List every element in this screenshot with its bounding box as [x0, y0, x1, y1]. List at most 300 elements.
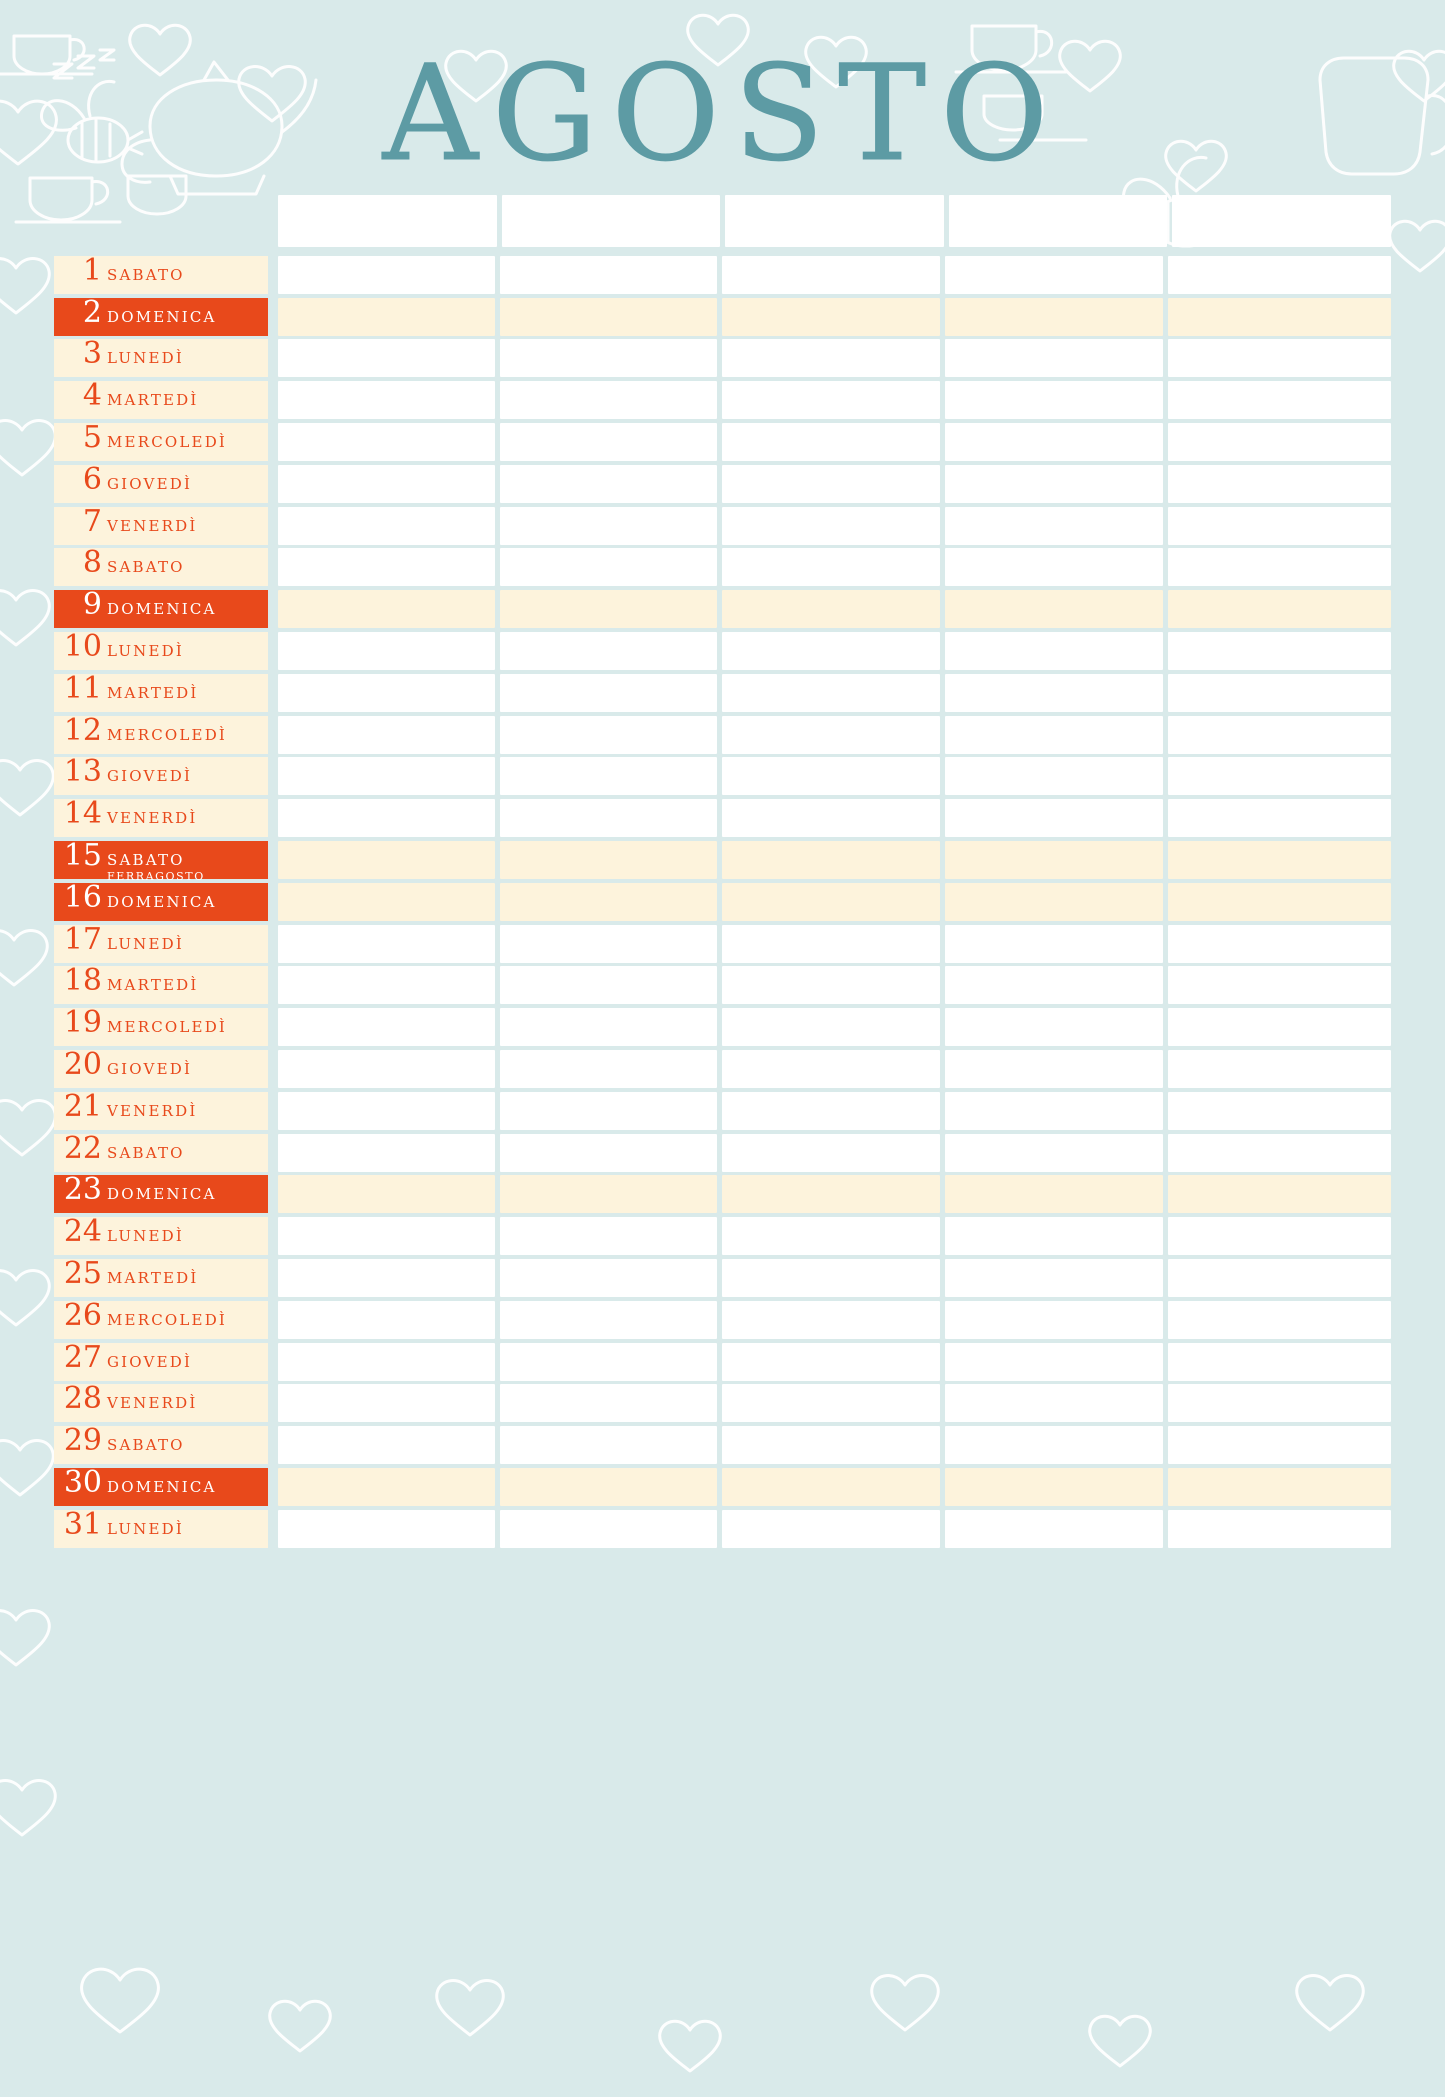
entry-field[interactable]	[278, 883, 495, 921]
day-entry-cell[interactable]	[945, 1216, 1168, 1258]
entry-field[interactable]	[278, 1510, 495, 1548]
entry-field[interactable]	[500, 1510, 717, 1548]
day-entry-cell[interactable]	[1168, 924, 1391, 966]
entry-field[interactable]	[500, 632, 717, 670]
entry-field[interactable]	[500, 256, 717, 294]
entry-field[interactable]	[500, 799, 717, 837]
entry-field[interactable]	[278, 339, 495, 377]
day-entry-cell[interactable]	[1168, 548, 1391, 590]
day-entry-cell[interactable]	[278, 1133, 500, 1175]
entry-field[interactable]	[722, 925, 940, 963]
entry-field[interactable]	[945, 1092, 1163, 1130]
day-entry-cell[interactable]	[500, 506, 722, 548]
day-entry-cell[interactable]	[500, 631, 722, 673]
day-entry-cell[interactable]	[1168, 1091, 1391, 1133]
day-entry-cell[interactable]	[722, 715, 945, 757]
day-entry-cell[interactable]	[278, 1467, 500, 1509]
entry-field[interactable]	[722, 339, 940, 377]
entry-field[interactable]	[500, 1259, 717, 1297]
entry-field[interactable]	[945, 548, 1163, 586]
day-entry-cell[interactable]	[722, 1216, 945, 1258]
day-entry-cell[interactable]	[722, 506, 945, 548]
entry-field[interactable]	[500, 883, 717, 921]
entry-field[interactable]	[1168, 1259, 1391, 1297]
day-entry-cell[interactable]	[945, 548, 1168, 590]
day-entry-cell[interactable]	[722, 673, 945, 715]
entry-field[interactable]	[722, 1175, 940, 1213]
entry-field[interactable]	[945, 1426, 1163, 1464]
entry-field[interactable]	[1168, 590, 1391, 628]
entry-field[interactable]	[945, 674, 1163, 712]
entry-field[interactable]	[500, 1050, 717, 1088]
entry-field[interactable]	[722, 465, 940, 503]
day-entry-cell[interactable]	[945, 798, 1168, 840]
entry-field[interactable]	[1168, 465, 1391, 503]
day-entry-cell[interactable]	[278, 548, 500, 590]
entry-field[interactable]	[500, 548, 717, 586]
entry-field[interactable]	[945, 1468, 1163, 1506]
entry-field[interactable]	[500, 1384, 717, 1422]
day-entry-cell[interactable]	[945, 1425, 1168, 1467]
entry-field[interactable]	[945, 883, 1163, 921]
entry-field[interactable]	[278, 1384, 495, 1422]
day-entry-cell[interactable]	[945, 757, 1168, 799]
entry-field[interactable]	[722, 966, 940, 1004]
day-entry-cell[interactable]	[1168, 1133, 1391, 1175]
entry-field[interactable]	[1168, 256, 1391, 294]
column-header-1[interactable]	[278, 195, 497, 247]
entry-field[interactable]	[500, 1426, 717, 1464]
day-entry-cell[interactable]	[722, 464, 945, 506]
day-entry-cell[interactable]	[500, 255, 722, 297]
day-entry-cell[interactable]	[945, 255, 1168, 297]
entry-field[interactable]	[500, 423, 717, 461]
entry-field[interactable]	[278, 1050, 495, 1088]
entry-field[interactable]	[500, 298, 717, 336]
entry-field[interactable]	[278, 590, 495, 628]
entry-field[interactable]	[278, 465, 495, 503]
entry-field[interactable]	[945, 1134, 1163, 1172]
day-entry-cell[interactable]	[722, 380, 945, 422]
day-entry-cell[interactable]	[945, 924, 1168, 966]
day-entry-cell[interactable]	[945, 1300, 1168, 1342]
day-entry-cell[interactable]	[500, 1007, 722, 1049]
entry-field[interactable]	[1168, 716, 1391, 754]
entry-field[interactable]	[945, 256, 1163, 294]
entry-field[interactable]	[945, 339, 1163, 377]
day-entry-cell[interactable]	[500, 464, 722, 506]
entry-field[interactable]	[722, 256, 940, 294]
day-entry-cell[interactable]	[500, 715, 722, 757]
day-entry-cell[interactable]	[1168, 1425, 1391, 1467]
day-entry-cell[interactable]	[722, 924, 945, 966]
entry-field[interactable]	[278, 799, 495, 837]
day-entry-cell[interactable]	[722, 1007, 945, 1049]
day-entry-cell[interactable]	[1168, 631, 1391, 673]
entry-field[interactable]	[945, 632, 1163, 670]
entry-field[interactable]	[500, 1217, 717, 1255]
day-entry-cell[interactable]	[722, 1091, 945, 1133]
entry-field[interactable]	[945, 925, 1163, 963]
entry-field[interactable]	[500, 716, 717, 754]
day-entry-cell[interactable]	[945, 715, 1168, 757]
entry-field[interactable]	[722, 1468, 940, 1506]
entry-field[interactable]	[500, 1092, 717, 1130]
day-entry-cell[interactable]	[945, 966, 1168, 1008]
entry-field[interactable]	[500, 1343, 717, 1381]
day-entry-cell[interactable]	[1168, 1007, 1391, 1049]
day-entry-cell[interactable]	[1168, 339, 1391, 381]
entry-field[interactable]	[1168, 1050, 1391, 1088]
day-entry-cell[interactable]	[945, 464, 1168, 506]
day-entry-cell[interactable]	[500, 1384, 722, 1426]
entry-field[interactable]	[1168, 632, 1391, 670]
day-entry-cell[interactable]	[722, 1467, 945, 1509]
day-entry-cell[interactable]	[278, 464, 500, 506]
day-entry-cell[interactable]	[945, 1175, 1168, 1217]
entry-field[interactable]	[278, 298, 495, 336]
day-entry-cell[interactable]	[500, 1425, 722, 1467]
entry-field[interactable]	[1168, 883, 1391, 921]
day-entry-cell[interactable]	[500, 924, 722, 966]
day-entry-cell[interactable]	[278, 422, 500, 464]
day-entry-cell[interactable]	[278, 631, 500, 673]
day-entry-cell[interactable]	[500, 1258, 722, 1300]
day-entry-cell[interactable]	[945, 1049, 1168, 1091]
entry-field[interactable]	[1168, 1008, 1391, 1046]
day-entry-cell[interactable]	[500, 966, 722, 1008]
entry-field[interactable]	[1168, 339, 1391, 377]
entry-field[interactable]	[722, 1510, 940, 1548]
day-entry-cell[interactable]	[722, 757, 945, 799]
entry-field[interactable]	[278, 674, 495, 712]
day-entry-cell[interactable]	[278, 255, 500, 297]
day-entry-cell[interactable]	[1168, 715, 1391, 757]
day-entry-cell[interactable]	[1168, 1175, 1391, 1217]
entry-field[interactable]	[722, 298, 940, 336]
day-entry-cell[interactable]	[278, 840, 500, 882]
entry-field[interactable]	[945, 1384, 1163, 1422]
day-entry-cell[interactable]	[278, 798, 500, 840]
day-entry-cell[interactable]	[945, 1384, 1168, 1426]
column-header-2[interactable]	[502, 195, 721, 247]
entry-field[interactable]	[1168, 423, 1391, 461]
day-entry-cell[interactable]	[500, 1509, 722, 1551]
day-entry-cell[interactable]	[945, 631, 1168, 673]
day-entry-cell[interactable]	[278, 1342, 500, 1384]
entry-field[interactable]	[722, 1134, 940, 1172]
entry-field[interactable]	[722, 1008, 940, 1046]
day-entry-cell[interactable]	[1168, 757, 1391, 799]
entry-field[interactable]	[945, 1050, 1163, 1088]
day-entry-cell[interactable]	[500, 380, 722, 422]
entry-field[interactable]	[945, 465, 1163, 503]
entry-field[interactable]	[945, 1217, 1163, 1255]
entry-field[interactable]	[278, 1259, 495, 1297]
day-entry-cell[interactable]	[722, 255, 945, 297]
entry-field[interactable]	[1168, 1217, 1391, 1255]
day-entry-cell[interactable]	[1168, 882, 1391, 924]
day-entry-cell[interactable]	[1168, 1049, 1391, 1091]
day-entry-cell[interactable]	[500, 1049, 722, 1091]
entry-field[interactable]	[278, 1217, 495, 1255]
entry-field[interactable]	[278, 1008, 495, 1046]
day-entry-cell[interactable]	[1168, 1300, 1391, 1342]
day-entry-cell[interactable]	[945, 1133, 1168, 1175]
entry-field[interactable]	[1168, 381, 1391, 419]
day-entry-cell[interactable]	[500, 882, 722, 924]
day-entry-cell[interactable]	[722, 1342, 945, 1384]
entry-field[interactable]	[722, 1217, 940, 1255]
entry-field[interactable]	[500, 1175, 717, 1213]
day-entry-cell[interactable]	[945, 1091, 1168, 1133]
day-entry-cell[interactable]	[945, 589, 1168, 631]
entry-field[interactable]	[722, 1259, 940, 1297]
entry-field[interactable]	[1168, 1175, 1391, 1213]
day-entry-cell[interactable]	[945, 1342, 1168, 1384]
entry-field[interactable]	[278, 757, 495, 795]
day-entry-cell[interactable]	[1168, 1216, 1391, 1258]
entry-field[interactable]	[500, 1468, 717, 1506]
entry-field[interactable]	[945, 966, 1163, 1004]
day-entry-cell[interactable]	[722, 297, 945, 339]
column-header-4[interactable]	[949, 195, 1168, 247]
entry-field[interactable]	[1168, 966, 1391, 1004]
day-entry-cell[interactable]	[1168, 673, 1391, 715]
day-entry-cell[interactable]	[500, 1133, 722, 1175]
day-entry-cell[interactable]	[722, 422, 945, 464]
entry-field[interactable]	[1168, 548, 1391, 586]
entry-field[interactable]	[500, 339, 717, 377]
entry-field[interactable]	[945, 381, 1163, 419]
day-entry-cell[interactable]	[722, 631, 945, 673]
entry-field[interactable]	[1168, 925, 1391, 963]
entry-field[interactable]	[500, 1008, 717, 1046]
day-entry-cell[interactable]	[1168, 1258, 1391, 1300]
entry-field[interactable]	[945, 841, 1163, 879]
entry-field[interactable]	[945, 1259, 1163, 1297]
entry-field[interactable]	[1168, 1510, 1391, 1548]
day-entry-cell[interactable]	[1168, 1384, 1391, 1426]
entry-field[interactable]	[722, 799, 940, 837]
day-entry-cell[interactable]	[278, 1300, 500, 1342]
day-entry-cell[interactable]	[722, 840, 945, 882]
entry-field[interactable]	[500, 590, 717, 628]
day-entry-cell[interactable]	[500, 548, 722, 590]
day-entry-cell[interactable]	[278, 297, 500, 339]
day-entry-cell[interactable]	[1168, 464, 1391, 506]
day-entry-cell[interactable]	[278, 1216, 500, 1258]
day-entry-cell[interactable]	[1168, 589, 1391, 631]
day-entry-cell[interactable]	[945, 1258, 1168, 1300]
column-header-3[interactable]	[725, 195, 944, 247]
entry-field[interactable]	[722, 590, 940, 628]
entry-field[interactable]	[278, 632, 495, 670]
day-entry-cell[interactable]	[500, 1091, 722, 1133]
entry-field[interactable]	[945, 298, 1163, 336]
entry-field[interactable]	[945, 799, 1163, 837]
day-entry-cell[interactable]	[500, 589, 722, 631]
column-header-5[interactable]	[1172, 195, 1391, 247]
entry-field[interactable]	[945, 1343, 1163, 1381]
entry-field[interactable]	[722, 1426, 940, 1464]
day-entry-cell[interactable]	[278, 380, 500, 422]
entry-field[interactable]	[722, 1092, 940, 1130]
day-entry-cell[interactable]	[945, 297, 1168, 339]
day-entry-cell[interactable]	[278, 589, 500, 631]
day-entry-cell[interactable]	[1168, 506, 1391, 548]
day-entry-cell[interactable]	[722, 798, 945, 840]
entry-field[interactable]	[278, 1134, 495, 1172]
day-entry-cell[interactable]	[1168, 297, 1391, 339]
entry-field[interactable]	[278, 925, 495, 963]
entry-field[interactable]	[500, 1301, 717, 1339]
day-entry-cell[interactable]	[722, 1133, 945, 1175]
day-entry-cell[interactable]	[278, 673, 500, 715]
day-entry-cell[interactable]	[722, 882, 945, 924]
entry-field[interactable]	[1168, 1343, 1391, 1381]
day-entry-cell[interactable]	[500, 422, 722, 464]
entry-field[interactable]	[278, 423, 495, 461]
entry-field[interactable]	[500, 465, 717, 503]
entry-field[interactable]	[500, 966, 717, 1004]
day-entry-cell[interactable]	[1168, 1342, 1391, 1384]
day-entry-cell[interactable]	[1168, 422, 1391, 464]
entry-field[interactable]	[1168, 674, 1391, 712]
day-entry-cell[interactable]	[278, 882, 500, 924]
day-entry-cell[interactable]	[945, 506, 1168, 548]
entry-field[interactable]	[1168, 1384, 1391, 1422]
entry-field[interactable]	[945, 507, 1163, 545]
entry-field[interactable]	[722, 381, 940, 419]
entry-field[interactable]	[1168, 1301, 1391, 1339]
day-entry-cell[interactable]	[945, 380, 1168, 422]
entry-field[interactable]	[722, 1343, 940, 1381]
day-entry-cell[interactable]	[278, 1509, 500, 1551]
day-entry-cell[interactable]	[1168, 966, 1391, 1008]
day-entry-cell[interactable]	[945, 1007, 1168, 1049]
day-entry-cell[interactable]	[1168, 255, 1391, 297]
entry-field[interactable]	[1168, 298, 1391, 336]
entry-field[interactable]	[1168, 841, 1391, 879]
entry-field[interactable]	[278, 841, 495, 879]
entry-field[interactable]	[722, 757, 940, 795]
day-entry-cell[interactable]	[722, 966, 945, 1008]
entry-field[interactable]	[278, 1092, 495, 1130]
day-entry-cell[interactable]	[500, 1467, 722, 1509]
entry-field[interactable]	[500, 507, 717, 545]
entry-field[interactable]	[945, 1175, 1163, 1213]
entry-field[interactable]	[278, 1301, 495, 1339]
day-entry-cell[interactable]	[945, 339, 1168, 381]
entry-field[interactable]	[722, 423, 940, 461]
day-entry-cell[interactable]	[278, 1384, 500, 1426]
day-entry-cell[interactable]	[722, 1258, 945, 1300]
day-entry-cell[interactable]	[1168, 798, 1391, 840]
day-entry-cell[interactable]	[278, 715, 500, 757]
day-entry-cell[interactable]	[278, 1175, 500, 1217]
day-entry-cell[interactable]	[500, 1216, 722, 1258]
day-entry-cell[interactable]	[722, 589, 945, 631]
day-entry-cell[interactable]	[1168, 1509, 1391, 1551]
day-entry-cell[interactable]	[945, 1509, 1168, 1551]
day-entry-cell[interactable]	[500, 673, 722, 715]
day-entry-cell[interactable]	[1168, 380, 1391, 422]
day-entry-cell[interactable]	[278, 1049, 500, 1091]
day-entry-cell[interactable]	[500, 1175, 722, 1217]
day-entry-cell[interactable]	[278, 506, 500, 548]
day-entry-cell[interactable]	[945, 1467, 1168, 1509]
entry-field[interactable]	[278, 1468, 495, 1506]
entry-field[interactable]	[1168, 1468, 1391, 1506]
day-entry-cell[interactable]	[500, 840, 722, 882]
entry-field[interactable]	[945, 1008, 1163, 1046]
entry-field[interactable]	[500, 674, 717, 712]
day-entry-cell[interactable]	[500, 1300, 722, 1342]
day-entry-cell[interactable]	[945, 840, 1168, 882]
day-entry-cell[interactable]	[722, 1300, 945, 1342]
day-entry-cell[interactable]	[278, 966, 500, 1008]
day-entry-cell[interactable]	[722, 1384, 945, 1426]
entry-field[interactable]	[500, 925, 717, 963]
entry-field[interactable]	[1168, 1092, 1391, 1130]
entry-field[interactable]	[500, 1134, 717, 1172]
entry-field[interactable]	[945, 423, 1163, 461]
day-entry-cell[interactable]	[500, 1342, 722, 1384]
entry-field[interactable]	[722, 883, 940, 921]
entry-field[interactable]	[945, 757, 1163, 795]
day-entry-cell[interactable]	[278, 1091, 500, 1133]
entry-field[interactable]	[278, 548, 495, 586]
entry-field[interactable]	[945, 716, 1163, 754]
entry-field[interactable]	[278, 256, 495, 294]
day-entry-cell[interactable]	[945, 673, 1168, 715]
day-entry-cell[interactable]	[1168, 1467, 1391, 1509]
day-entry-cell[interactable]	[500, 798, 722, 840]
entry-field[interactable]	[1168, 1426, 1391, 1464]
day-entry-cell[interactable]	[278, 924, 500, 966]
entry-field[interactable]	[945, 590, 1163, 628]
day-entry-cell[interactable]	[722, 1509, 945, 1551]
entry-field[interactable]	[945, 1301, 1163, 1339]
entry-field[interactable]	[722, 548, 940, 586]
day-entry-cell[interactable]	[945, 422, 1168, 464]
entry-field[interactable]	[500, 757, 717, 795]
day-entry-cell[interactable]	[278, 1258, 500, 1300]
entry-field[interactable]	[278, 716, 495, 754]
entry-field[interactable]	[278, 1175, 495, 1213]
entry-field[interactable]	[1168, 1134, 1391, 1172]
day-entry-cell[interactable]	[722, 548, 945, 590]
entry-field[interactable]	[945, 1510, 1163, 1548]
day-entry-cell[interactable]	[278, 339, 500, 381]
day-entry-cell[interactable]	[278, 757, 500, 799]
entry-field[interactable]	[722, 716, 940, 754]
entry-field[interactable]	[278, 381, 495, 419]
day-entry-cell[interactable]	[722, 339, 945, 381]
entry-field[interactable]	[278, 966, 495, 1004]
entry-field[interactable]	[1168, 757, 1391, 795]
entry-field[interactable]	[722, 1050, 940, 1088]
entry-field[interactable]	[722, 1301, 940, 1339]
day-entry-cell[interactable]	[278, 1007, 500, 1049]
day-entry-cell[interactable]	[500, 757, 722, 799]
entry-field[interactable]	[278, 1426, 495, 1464]
day-entry-cell[interactable]	[278, 1425, 500, 1467]
entry-field[interactable]	[278, 507, 495, 545]
entry-field[interactable]	[500, 841, 717, 879]
entry-field[interactable]	[722, 507, 940, 545]
